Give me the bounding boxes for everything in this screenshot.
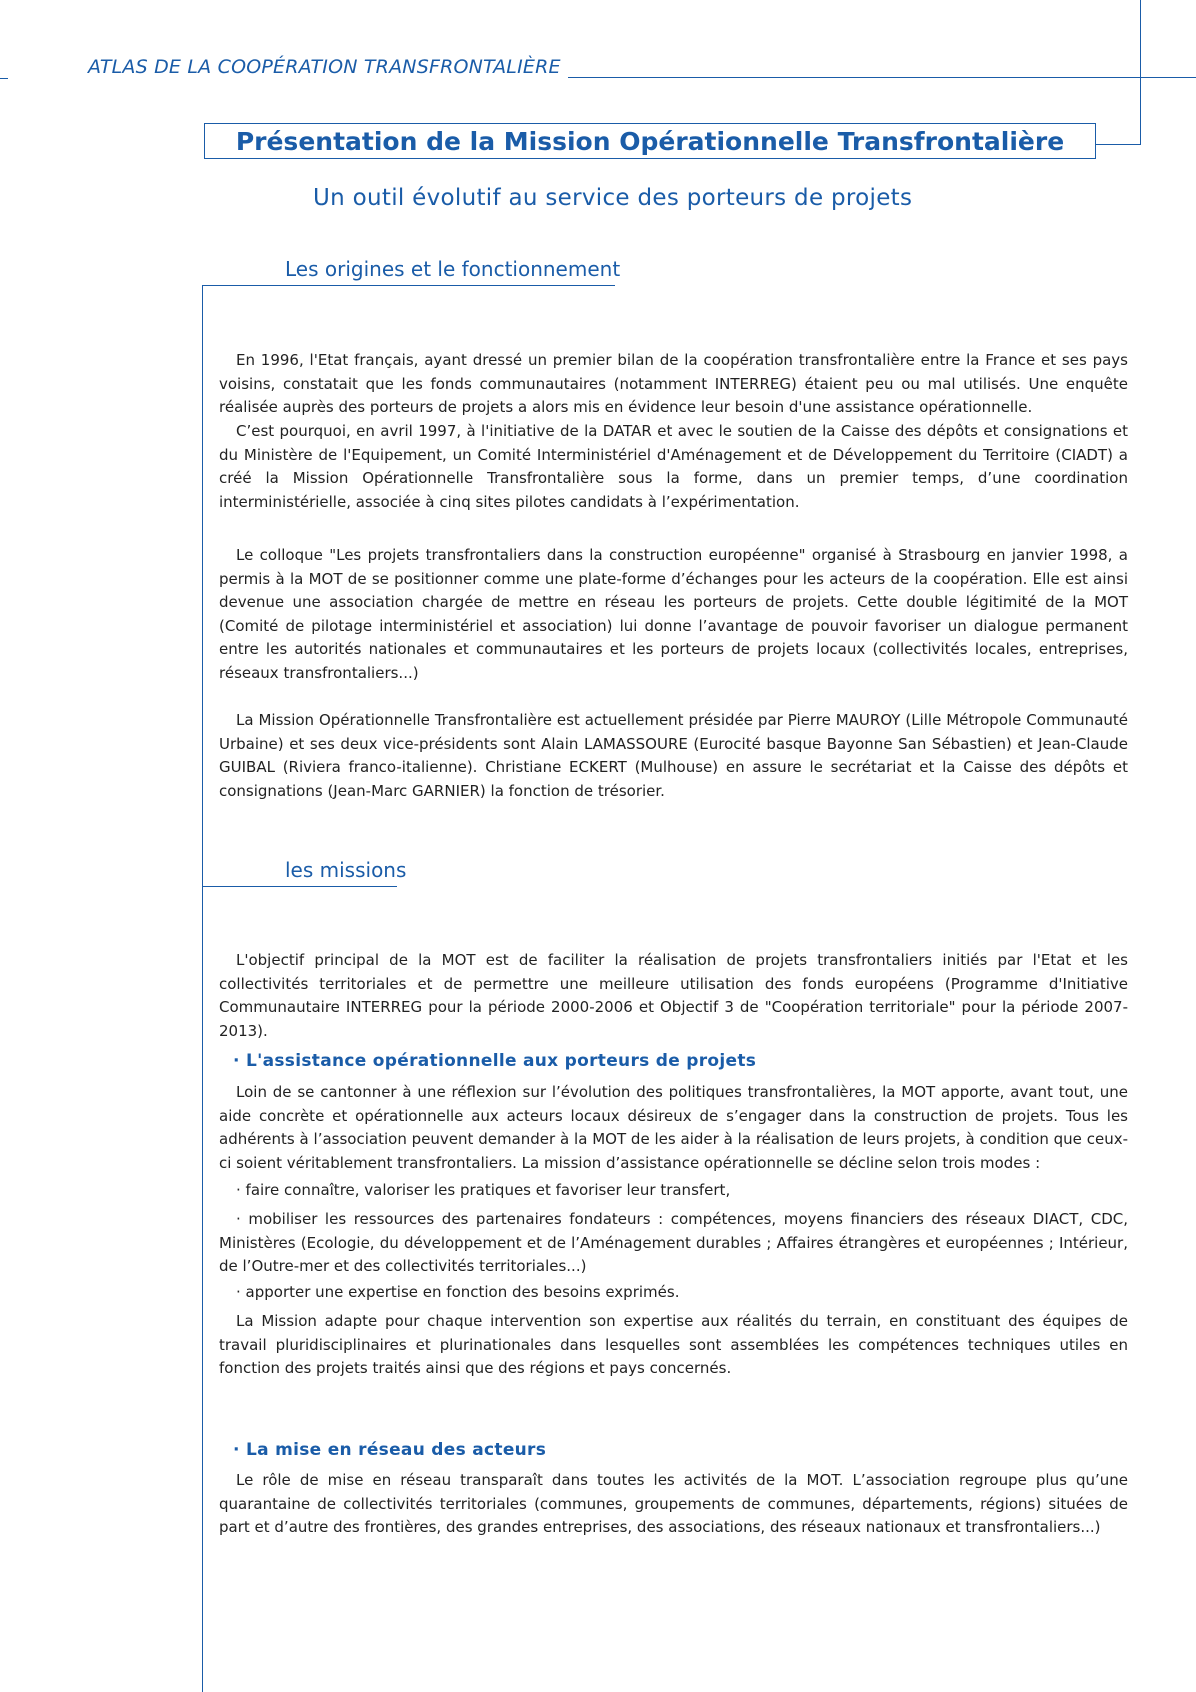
- page-subtitle: Un outil évolutif au service des porteurs de projets: [313, 185, 913, 211]
- paragraph: Le colloque "Les projets transfrontaliers dans la construction européenne" organisé à Strasbourg en janvier 1998, a permis à la MOT de se positionner comme une plate-forme d’échanges pour les acteurs de la coopération. Elle est ainsi devenue une association chargée de mettre en réseau les porteurs de projets. Cette double légitimité de la MOT (Comité de pilotage interministériel et association) lui donne l’avantage de pouvoir favoriser un dialogue permanent entre les autorités nationales et communautaires et les porteurs de projets locaux (collectivités locales, entreprises, réseaux transfrontaliers...): [219, 546, 1128, 682]
- paragraph: En 1996, l'Etat français, ayant dressé un premier bilan de la coopération transfrontalière entre la France et ses pays voisins, constatait que les fonds communautaires (notamment INTERREG) étaient peu ou mal utilisés. Une enquête réalisée auprès des porteurs de projets a alors mis en évidence leur besoin d'une assistance opérationnelle.: [219, 351, 1128, 416]
- bullet-item: · faire connaître, valoriser les pratiques et favoriser leur transfert,: [236, 1181, 731, 1199]
- title-box: [204, 123, 1096, 159]
- section-heading-missions: les missions: [285, 858, 407, 882]
- running-header: ATLAS DE LA COOPÉRATION TRANSFRONTALIÈRE: [88, 56, 561, 78]
- paragraph: Loin de se cantonner à une réflexion sur l’évolution des politiques transfrontalières, la MOT apporte, avant tout, une aide concrète et opérationnelle aux acteurs locaux désireux de s’engager dans la construction de projets. Tous les adhérents à l’association peuvent demander à la MOT de les aider à la réalisation de leurs projets, à condition que ceux-ci soient véritablement transfrontaliers. La mission d’assistance opérationnelle se décline selon trois modes :: [219, 1083, 1128, 1172]
- paragraph: La Mission Opérationnelle Transfrontalière est actuellement présidée par Pierre MAUROY (Lille Métropole Communauté Urbaine) et ses deux vice-présidents sont Alain LAMASSOURE (Eurocité basque Bayonne San Sébastien) et Jean-Claude GUIBAL (Riviera franco-italienne). Christiane ECKERT (Mulhouse) en assure le secrétariat et la Caisse des dépôts et consignations (Jean-Marc GARNIER) la fonction de trésorier.: [219, 711, 1128, 800]
- header-rule-left: [0, 78, 8, 79]
- subheading-assistance: · L'assistance opérationnelle aux porteurs de projets: [233, 1051, 757, 1071]
- paragraph: La Mission adapte pour chaque intervention son expertise aux réalités du terrain, en constituant des équipes de travail pluridisciplinaires et plurinationales dans lesquelles sont assemblées les compétences techniques utiles en fonction des projets traités ainsi que des régions et pays concernés.: [219, 1312, 1128, 1377]
- header-rule: [568, 77, 1196, 78]
- bullet-item: · apporter une expertise en fonction des besoins exprimés.: [236, 1283, 680, 1301]
- paragraph: L'objectif principal de la MOT est de faciliter la réalisation de projets transfrontaliers initiés par l'Etat et les collectivités territoriales et de permettre une meilleure utilisation des fonds européens (Programme d'Initiative Communautaire INTERREG pour la période 2000-2006 et Objectif 3 de "Coopération territoriale" pour la période 2007-2013).: [219, 951, 1128, 1040]
- bullet-item: · mobiliser les ressources des partenaires fondateurs : compétences, moyens financiers des réseaux DIACT, CDC, Ministères (Ecologie, du développement et de l’Aménagement durables ; Affaires étrangères et européennes ; Intérieur, de l’Outre-mer et des collectivités territoriales...): [219, 1210, 1128, 1275]
- subheading-network: · La mise en réseau des acteurs: [233, 1440, 547, 1460]
- section-heading-origins: Les origines et le fonctionnement: [285, 257, 621, 281]
- section1-underline: [202, 285, 615, 286]
- section2-underline: [202, 886, 397, 887]
- paragraph: Le rôle de mise en réseau transparaît dans toutes les activités de la MOT. L’association regroupe plus qu’une quarantaine de collectivités territoriales (communes, groupements de communes, départements, régions) situées de part et d’autre des frontières, des grandes entreprises, des associations, des réseaux nationaux et transfrontaliers...): [219, 1471, 1128, 1536]
- top-right-vertical-rule: [1140, 0, 1141, 145]
- paragraph: C’est pourquoi, en avril 1997, à l'initiative de la DATAR et avec le soutien de la Caisse des dépôts et consignations et du Ministère de l'Equipement, un Comité Interministériel d'Aménagement et de Développement du Territoire (CIADT) a créé la Mission Opérationnelle Transfrontalière sous la forme, dans un premier temps, d’une coordination interministérielle, associée à cinq sites pilotes candidats à l’expérimentation.: [219, 422, 1128, 511]
- page-title: Présentation de la Mission Opérationnelle Transfrontalière: [235, 126, 1065, 156]
- title-connector-rule: [1096, 144, 1141, 145]
- left-margin-rule: [202, 285, 203, 1692]
